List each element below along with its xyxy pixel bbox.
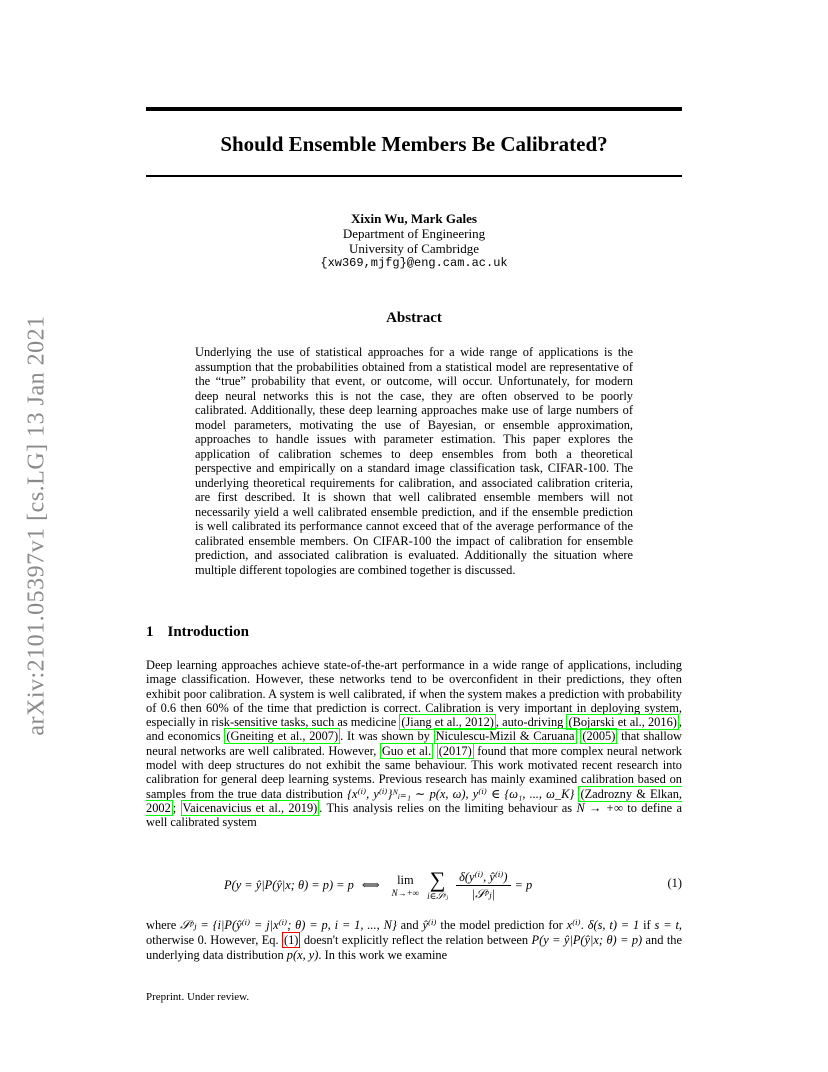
intro-text: , and economics — [146, 715, 682, 744]
section-number: 1 — [146, 624, 154, 640]
arxiv-identifier-text: arXiv:2101.05397v1 [cs.LG] 13 Jan 2021 — [23, 314, 50, 736]
math-inline: s = t — [654, 918, 679, 932]
intro-text: to define a well calibrated system — [146, 800, 683, 830]
body-text: . — [580, 918, 588, 932]
title-bottom-rule — [146, 175, 682, 177]
intro-text: that shallow neural networks are well calibrated. However, — [146, 729, 682, 758]
math-inline: x⁽ⁱ⁾ — [566, 918, 581, 932]
body-text: the model prediction for — [436, 918, 567, 932]
fraction-numerator: δ(y⁽ⁱ⁾, ŷ⁽ⁱ⁾) — [456, 869, 510, 886]
intro-text: Deep learning approaches achieve state-of-the-art performance in a wide range of applications, including image classification. However, these networks tend to be overconfident in their predictions, they often exhibit poor calibration. A system is well calibrated, if when the system makes a prediction with probability of 0.6 then 60% of the time that prediction is correct. Calibration is very important in deploying system, especially in risk-sensitive tasks, such as medicine — [146, 658, 682, 730]
sum-subscript: i∈𝒮ᵖⱼ — [427, 890, 449, 901]
author-email: {xw369,mjfg}@eng.cam.ac.uk — [320, 256, 508, 270]
author-names: Xixin Wu, Mark Gales — [351, 211, 477, 226]
equation-reference-link[interactable]: (1) — [283, 933, 299, 947]
citation-link[interactable]: (Gneiting et al., 2007) — [226, 729, 339, 744]
post-equation-paragraph — [146, 918, 682, 963]
sum-operator: ∑ — [429, 866, 446, 892]
math-inline: P(y = ŷ|P(ŷ|x; θ) = p) — [531, 933, 643, 947]
title-top-rule — [146, 107, 682, 111]
equation-number: (1) — [667, 876, 682, 890]
equation-iff: ⟺ — [361, 878, 380, 892]
citation-link[interactable]: (Zadrozny & Elkan, 2002 — [146, 786, 682, 815]
body-text: where — [146, 918, 181, 932]
citation-link[interactable]: Vaicenavicius et al., 2019) — [182, 800, 318, 815]
section-title: Introduction — [167, 624, 249, 640]
math-inline: ŷ⁽ⁱ⁾ — [422, 918, 437, 932]
citation-link[interactable]: (Bojarski et al., 2016) — [568, 715, 677, 730]
body-text: , otherwise 0. However, Eq. — [146, 918, 682, 947]
math-limit: N → +∞ — [576, 800, 623, 815]
body-text: doesn't explicitly reflect the relation between — [300, 933, 532, 947]
math-distribution: {x⁽ⁱ⁾, y⁽ⁱ⁾}ᴺᵢ₌₁ ∼ p(x, ω), y⁽ⁱ⁾ ∈ {ω₁, ..., ω_K} — [347, 786, 575, 801]
affiliation-university: University of Cambridge — [349, 241, 479, 256]
abstract-heading: Abstract — [386, 310, 442, 326]
equation-fraction — [456, 869, 510, 902]
math-inline: 𝒮ᵖⱼ = {i|P(ŷ⁽ⁱ⁾ = j|x⁽ⁱ⁾; θ) = p, i = 1, ..., N} — [180, 918, 397, 932]
equation-1 — [146, 862, 682, 908]
equation-limit — [392, 873, 420, 898]
abstract-text: Underlying the use of statistical approaches for a wide range of applications is the assumption that the probabilities obtained from a statistical model are representative of the “true” probability that event, or outcome, will occur. Unfortunately, for modern deep neural networks this is not the case, they are often observed to be poorly calibrated. Additionally, these deep learning approaches make use of large numbers of model parameters, motivating the use of Bayesian, or ensemble approximation, approaches to handle issues with parameter estimation. This paper explores the application of calibration schemes to deep ensembles from both a theoretical perspective and empirically on a standard image classification task, CIFAR-100. The underlying theoretical requirements for calibration, and associated calibration criteria, are first described. It is shown that well calibrated ensemble members will not necessarily yield a well calibrated ensemble prediction, and if the ensemble prediction is well calibrated its performance cannot exceed that of the average performance of the calibrated ensemble members. On CIFAR-100 the impact of calibration for ensemble prediction, and associated calibration is evaluated. Additionally the situation where multiple different topologies are combined together is discussed. — [195, 345, 633, 577]
math-inline: p(x, y) — [286, 948, 319, 962]
equation-rhs: = p — [514, 877, 533, 892]
equation-lhs: P(y = ŷ|P(ŷ|x; θ) = p) = p — [224, 877, 354, 892]
introduction-paragraph — [146, 658, 682, 830]
citation-link[interactable]: (2017) — [438, 743, 472, 758]
body-text: if — [639, 918, 655, 932]
math-inline: δ(s, t) = 1 — [587, 918, 640, 932]
intro-text: . This analysis relies on the limiting behaviour as — [319, 800, 577, 815]
page-footer: Preprint. Under review. — [146, 991, 250, 1003]
intro-text: found that more complex neural network model with deep structures do not exhibit the same behaviour. This work motivated recent research into calibration for general deep learning systems. Previous research has mainly examined calibration based on samples from the true data distribution — [146, 743, 682, 801]
body-text: . In this work we examine — [318, 948, 448, 962]
intro-text: . It was shown by — [340, 729, 434, 744]
paper-title: Should Ensemble Members Be Calibrated? — [220, 132, 608, 156]
limit-operator: lim — [397, 872, 414, 887]
intro-text: ; — [172, 800, 181, 815]
limit-subscript: N→+∞ — [391, 887, 420, 898]
arxiv-identifier — [22, 290, 52, 760]
equation-body — [224, 862, 624, 908]
body-text: and — [396, 918, 423, 932]
section-heading-introduction — [146, 624, 249, 641]
citation-link[interactable]: (2005) — [582, 729, 616, 744]
intro-text: , auto-driving — [495, 715, 567, 730]
author-block — [146, 211, 682, 271]
citation-link[interactable]: Guo et al. — [381, 743, 432, 758]
equation-sum — [427, 866, 449, 902]
body-text: and the underlying data distribution — [146, 933, 682, 962]
fraction-denominator: |𝒮ᵖⱼ| — [471, 886, 495, 901]
citation-link[interactable]: (Jiang et al., 2012) — [401, 715, 494, 730]
citation-link[interactable]: Niculescu-Mizil & Caruana — [435, 729, 575, 744]
affiliation-department: Department of Engineering — [342, 226, 486, 241]
